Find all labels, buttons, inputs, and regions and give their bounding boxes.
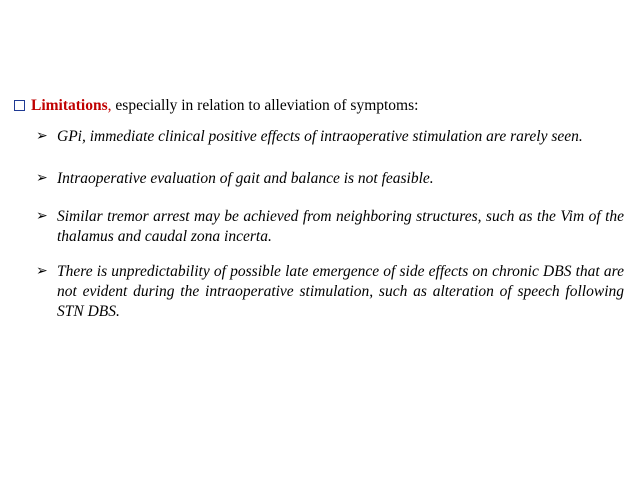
heading-comma: , [107,97,112,114]
heading-keyword: Limitations [31,97,108,114]
arrow-bullet-icon: ➢ [36,171,48,186]
list-item [36,262,624,322]
arrow-bullet-icon: ➢ [36,209,48,224]
heading-text: especially in relation to alleviation of symptoms: [111,97,419,114]
list-item-text: GPi, immediate clinical positive effects of intraoperative stimulation are rarely seen. [57,128,583,145]
square-bullet-icon [14,100,25,111]
list-item-text: There is unpredictability of possible late emergence of side effects on chronic DBS that are not evident during the intraoperative stimulation, such as alteration of speech following STN DBS. [57,263,624,320]
heading-line [14,96,624,116]
list-item-text: Similar tremor arrest may be achieved from neighboring structures, such as the Vim of the thalamus and caudal zona incerta. [57,208,624,245]
arrow-bullet-icon: ➢ [36,129,48,144]
list-item [36,169,624,189]
list-item-text: Intraoperative evaluation of gait and balance is not feasible. [57,170,434,187]
list-item [36,207,624,247]
arrow-bullet-icon: ➢ [36,264,48,279]
list-item [36,127,624,147]
